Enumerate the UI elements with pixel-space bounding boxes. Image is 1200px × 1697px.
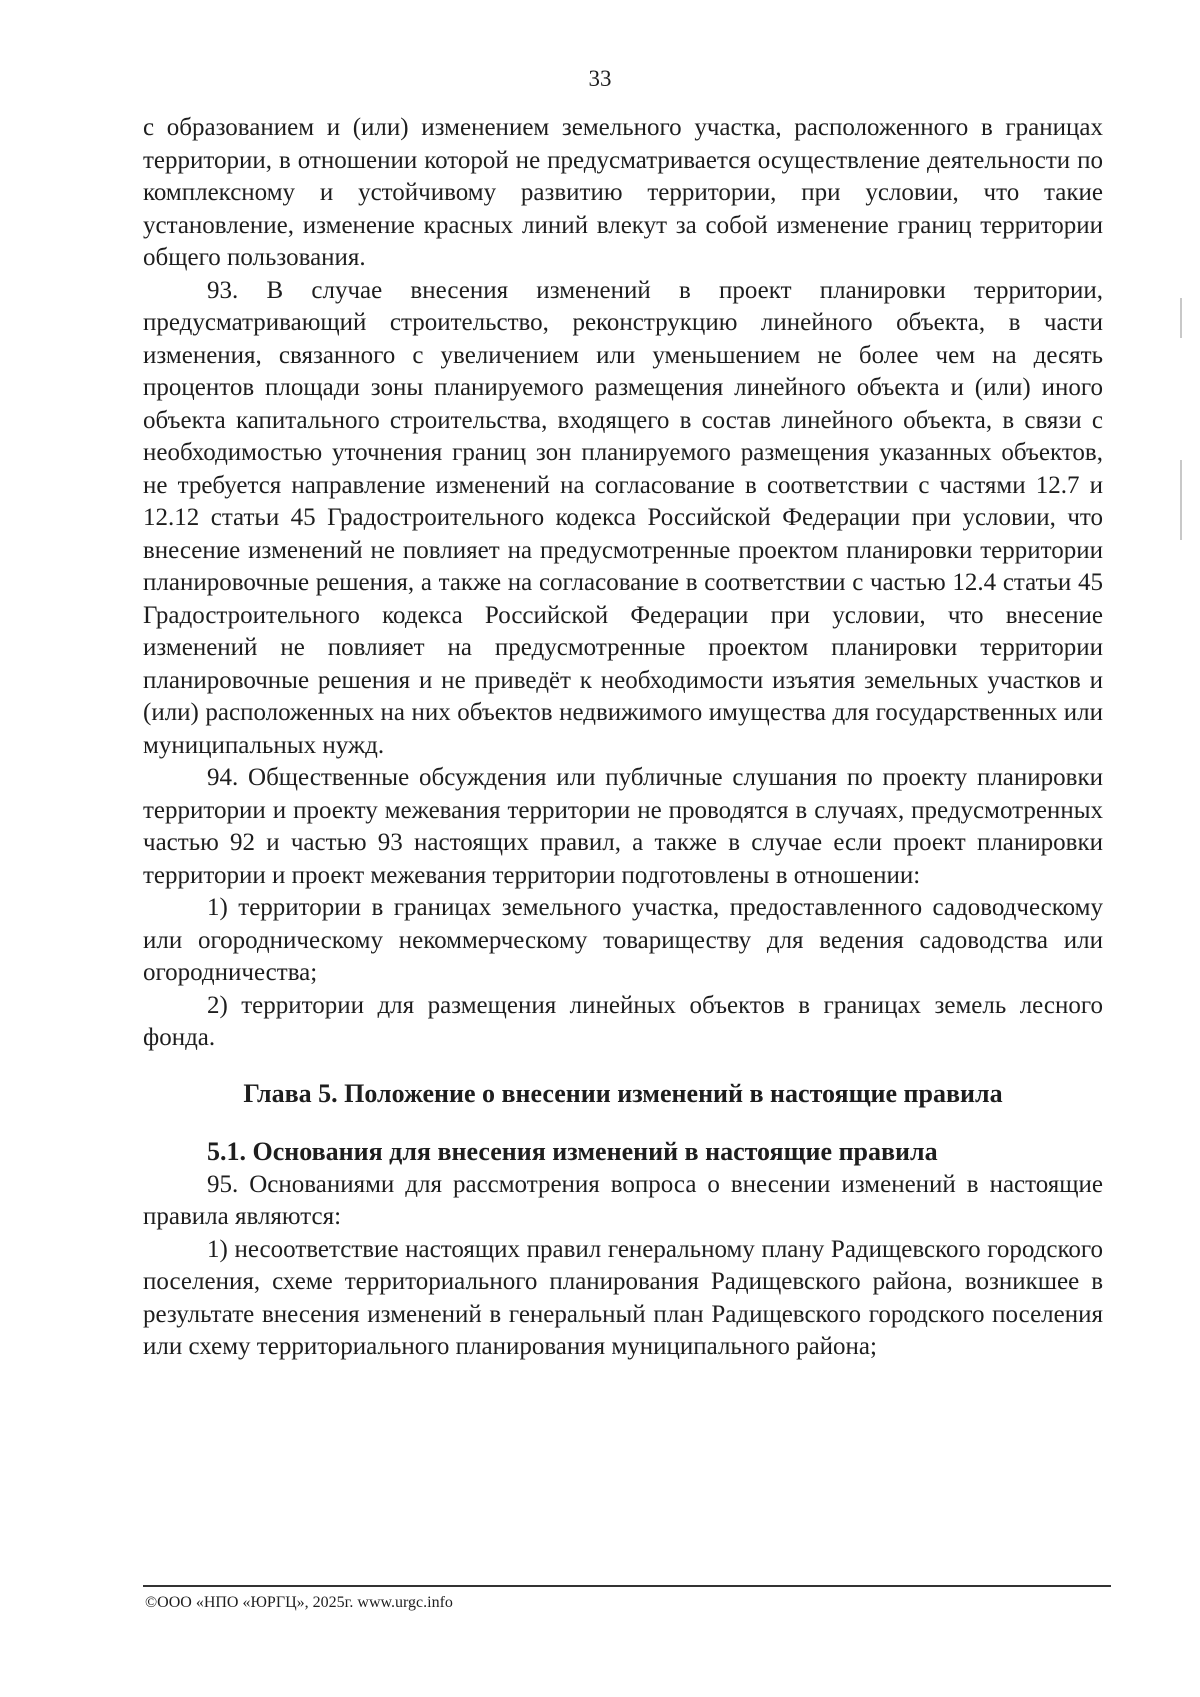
paragraph-continuation: с образованием и (или) изменением земельного участка, расположенного в границах территории, в отношении которой не предусматривается осуществление деятельности по комплексному и устойчивому развитию территории, при условии, что такие установление, изменение красных линий влекут за собой изменение границ территории общего пользования. bbox=[143, 114, 1103, 271]
paragraph-94-item-1: 1) территории в границах земельного участка, предоставленного садоводческому или огородническому некоммерческому товариществу для ведения садоводства или огородничества; bbox=[143, 894, 1103, 986]
footer-divider bbox=[143, 1585, 1111, 1587]
scan-edge-mark bbox=[1180, 298, 1182, 338]
document-body bbox=[143, 112, 1103, 1364]
paragraph-95: 95. Основаниями для рассмотрения вопроса о внесении изменений в настоящие правила являются: bbox=[143, 1170, 1103, 1230]
paragraph-94-item-2: 2) территории для размещения линейных объектов в границах земель лесного фонда. bbox=[143, 991, 1103, 1051]
section-5-1-heading: 5.1. Основания для внесения изменений в настоящие правила bbox=[207, 1136, 938, 1166]
paragraph-95-item-1: 1) несоответствие настоящих правил генеральному плану Радищевского городского поселения, схеме территориального планирования Радищевского района, возникшее в результате внесения изменений в генеральный план Радищевского городского поселения или схему территориального планирования муниципального района; bbox=[143, 1235, 1103, 1360]
scan-edge-mark bbox=[1180, 460, 1182, 540]
paragraph-94: 94. Общественные обсуждения или публичные слушания по проекту планировки территории и проекту межевания территории не проводятся в случаях, предусмотренных частью 92 и частью 93 настоящих правил, а также в случае если проект планировки территории и проект межевания территории подготовлены в отношении: bbox=[143, 764, 1103, 889]
paragraph-93: 93. В случае внесения изменений в проект планировки территории, предусматривающий строительство, реконструкцию линейного объекта, в части изменения, связанного с увеличением или уменьшением не более чем на десять процентов площади зоны планируемого размещения линейного объекта и (или) иного объекта капитального строительства, входящего в состав линейного объекта, в связи с необходимостью уточнения границ зон планируемого размещения указанных объектов, не требуется направление изменений на согласование в соответствии с частями 12.7 и 12.12 статьи 45 Градостроительного кодекса Российской Федерации при условии, что внесение изменений не повлияет на предусмотренные проектом планировки территории планировочные решения, а также на согласование в соответствии с частью 12.4 статьи 45 Градостроительного кодекса Российской Федерации при условии, что внесение изменений не повлияет на предусмотренные проектом планировки территории планировочные решения и не приведёт к необходимости изъятия земельных участков и (или) расположенных на них объектов недвижимого имущества для государственных или муниципальных нужд. bbox=[143, 276, 1103, 759]
chapter-5-heading: Глава 5. Положение о внесении изменений в настоящие правила bbox=[243, 1078, 1003, 1108]
footer-copyright: ©ООО «НПО «ЮРГЦ», 2025г. www.urgc.info bbox=[145, 1594, 453, 1611]
page-number: 33 bbox=[588, 66, 612, 91]
